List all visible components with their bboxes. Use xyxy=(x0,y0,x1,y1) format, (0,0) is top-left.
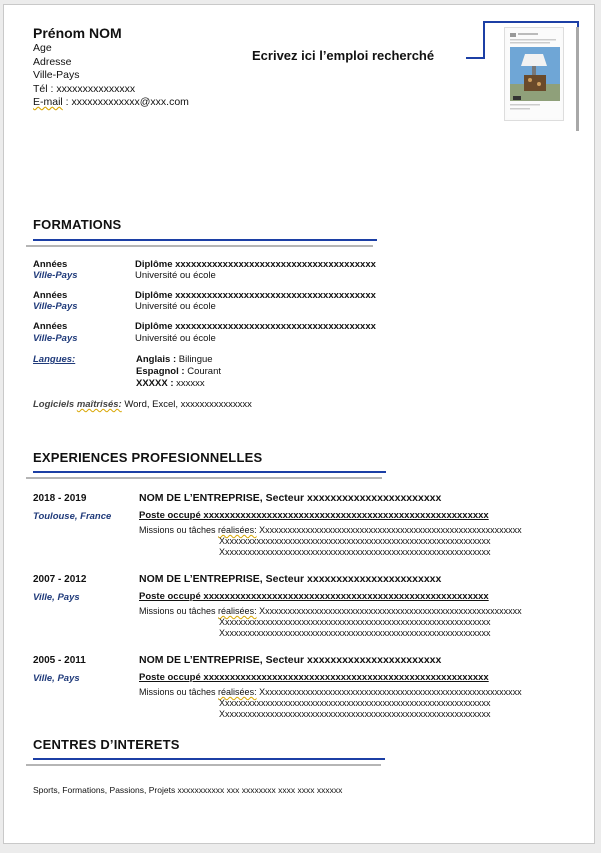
missions-line: Xxxxxxxxxxxxxxxxxxxxxxxxxxxxxxxxxxxxxxxxxxxxxxxxxxxxxxxxxx xyxy=(256,687,522,697)
formation-school: Université ou école xyxy=(135,301,216,312)
job-title[interactable]: Ecrivez ici l’emploi recherché xyxy=(252,48,435,63)
phone: Tél : xxxxxxxxxxxxxxx xyxy=(33,82,136,95)
missions-label: Missions ou tâches xyxy=(139,525,219,535)
interests-text: Sports, Formations, Passions, Projets xxxxxxxxxxx xxx xxxxxxxx xxxx xxxx xxxxxx xyxy=(33,785,343,795)
missions-line: Xxxxxxxxxxxxxxxxxxxxxxxxxxxxxxxxxxxxxxxxxxxxxxxxxxxxxxxxxxxx xyxy=(219,536,491,546)
photo-thumbnail xyxy=(505,28,563,120)
missions-label-underlined: réalisées: xyxy=(218,606,257,616)
language-level: Courant xyxy=(184,366,221,377)
formation-years: Années xyxy=(33,259,68,270)
missions-label-underlined: réalisées: xyxy=(218,525,257,535)
experience-place: Ville, Pays xyxy=(33,592,80,603)
missions-label: Missions ou tâches xyxy=(139,687,219,697)
experience-place: Toulouse, France xyxy=(33,511,112,522)
experience-place: Ville, Pays xyxy=(33,673,80,684)
formation-diploma: Diplôme xxxxxxxxxxxxxxxxxxxxxxxxxxxxxxxxxxxxxx xyxy=(135,321,376,332)
experience-company: NOM DE L’ENTREPRISE, Secteur xxxxxxxxxxxxxxxxxxxxxxx xyxy=(139,492,442,504)
missions-line: Xxxxxxxxxxxxxxxxxxxxxxxxxxxxxxxxxxxxxxxxxxxxxxxxxxxxxxxxxxxx xyxy=(219,709,491,719)
missions-line: Xxxxxxxxxxxxxxxxxxxxxxxxxxxxxxxxxxxxxxxxxxxxxxxxxxxxxxxxxxxx xyxy=(219,698,491,708)
candidate-name: Prénom NOM xyxy=(33,25,122,41)
missions-line: Xxxxxxxxxxxxxxxxxxxxxxxxxxxxxxxxxxxxxxxxxxxxxxxxxxxxxxxxxxxx xyxy=(219,547,491,557)
formations-title: FORMATIONS xyxy=(33,217,122,232)
formation-city: Ville-Pays xyxy=(33,333,78,344)
experience-company: NOM DE L’ENTREPRISE, Secteur xxxxxxxxxxxxxxxxxxxxxxx xyxy=(139,654,442,666)
contact-block xyxy=(33,42,189,110)
language-name: Anglais : xyxy=(136,354,177,365)
software-list: Word, Excel, xxxxxxxxxxxxxxx xyxy=(121,399,252,410)
language-level: Bilingue xyxy=(176,354,213,365)
experience-years: 2005 - 2011 xyxy=(33,655,86,666)
address: Adresse xyxy=(33,55,72,68)
language-row xyxy=(136,354,213,365)
formation-years: Années xyxy=(33,290,68,301)
formation-school: Université ou école xyxy=(135,270,216,281)
software-label-underlined: maîtrisés: xyxy=(76,399,122,410)
experience-post: Poste occupé xxxxxxxxxxxxxxxxxxxxxxxxxxxxxxxxxxxxxxxxxxxxxxxxxxxxxx xyxy=(139,591,489,602)
software-label: Logiciels xyxy=(33,399,77,410)
experiences-grey-line xyxy=(26,477,382,479)
language-name: Espagnol : xyxy=(136,366,185,377)
language-level: xxxxxx xyxy=(173,378,205,389)
languages-label: Langues: xyxy=(33,354,76,365)
experience-post: Poste occupé xxxxxxxxxxxxxxxxxxxxxxxxxxxxxxxxxxxxxxxxxxxxxxxxxxxxxx xyxy=(139,510,489,521)
formation-years: Années xyxy=(33,321,68,332)
formations-grey-line xyxy=(26,245,373,247)
experience-post: Poste occupé xxxxxxxxxxxxxxxxxxxxxxxxxxxxxxxxxxxxxxxxxxxxxxxxxxxxxx xyxy=(139,672,489,683)
email xyxy=(33,96,189,110)
experience-years: 2007 - 2012 xyxy=(33,574,87,585)
software-row xyxy=(33,399,252,410)
missions-label: Missions ou tâches xyxy=(139,606,219,616)
interests-title: CENTRES D’INTERETS xyxy=(33,737,180,752)
interests-grey-line xyxy=(26,764,381,766)
formation-diploma: Diplôme xxxxxxxxxxxxxxxxxxxxxxxxxxxxxxxxxxxxxx xyxy=(135,259,376,270)
formation-city: Ville-Pays xyxy=(33,270,78,281)
missions-line: Xxxxxxxxxxxxxxxxxxxxxxxxxxxxxxxxxxxxxxxxxxxxxxxxxxxxxxxxxx xyxy=(256,525,522,535)
formation-school: Université ou école xyxy=(135,333,216,344)
missions-line: Xxxxxxxxxxxxxxxxxxxxxxxxxxxxxxxxxxxxxxxxxxxxxxxxxxxxxxxxxxxx xyxy=(219,617,491,627)
language-name: XXXXX : xyxy=(136,378,174,389)
resume-page xyxy=(3,4,595,844)
experience-missions xyxy=(139,606,522,617)
photo-placeholder[interactable] xyxy=(504,27,564,121)
email-value: : xxxxxxxxxxxxx@xxx.com xyxy=(62,96,189,108)
interests-blue-line xyxy=(33,758,385,760)
city-country: Ville-Pays xyxy=(33,69,80,81)
experience-missions xyxy=(139,687,522,698)
experience-company: NOM DE L’ENTREPRISE, Secteur xxxxxxxxxxxxxxxxxxxxxxx xyxy=(139,573,442,585)
age: Age xyxy=(33,42,52,54)
formation-city: Ville-Pays xyxy=(33,301,78,312)
missions-line: Xxxxxxxxxxxxxxxxxxxxxxxxxxxxxxxxxxxxxxxxxxxxxxxxxxxxxxxxxx xyxy=(256,606,522,616)
experience-missions xyxy=(139,525,522,536)
email-label: E-mail xyxy=(33,96,63,108)
missions-line: Xxxxxxxxxxxxxxxxxxxxxxxxxxxxxxxxxxxxxxxxxxxxxxxxxxxxxxxxxxxx xyxy=(219,628,491,638)
experiences-title: EXPERIENCES PROFESIONNELLES xyxy=(33,450,263,465)
formation-diploma: Diplôme xxxxxxxxxxxxxxxxxxxxxxxxxxxxxxxxxxxxxx xyxy=(135,290,376,301)
scrollbar[interactable] xyxy=(576,27,579,131)
experiences-blue-line xyxy=(33,471,386,473)
language-row xyxy=(136,366,221,377)
experience-years: 2018 - 2019 xyxy=(33,493,87,504)
formations-blue-line xyxy=(33,239,377,241)
missions-label-underlined: réalisées: xyxy=(218,687,257,697)
language-row xyxy=(136,378,205,389)
